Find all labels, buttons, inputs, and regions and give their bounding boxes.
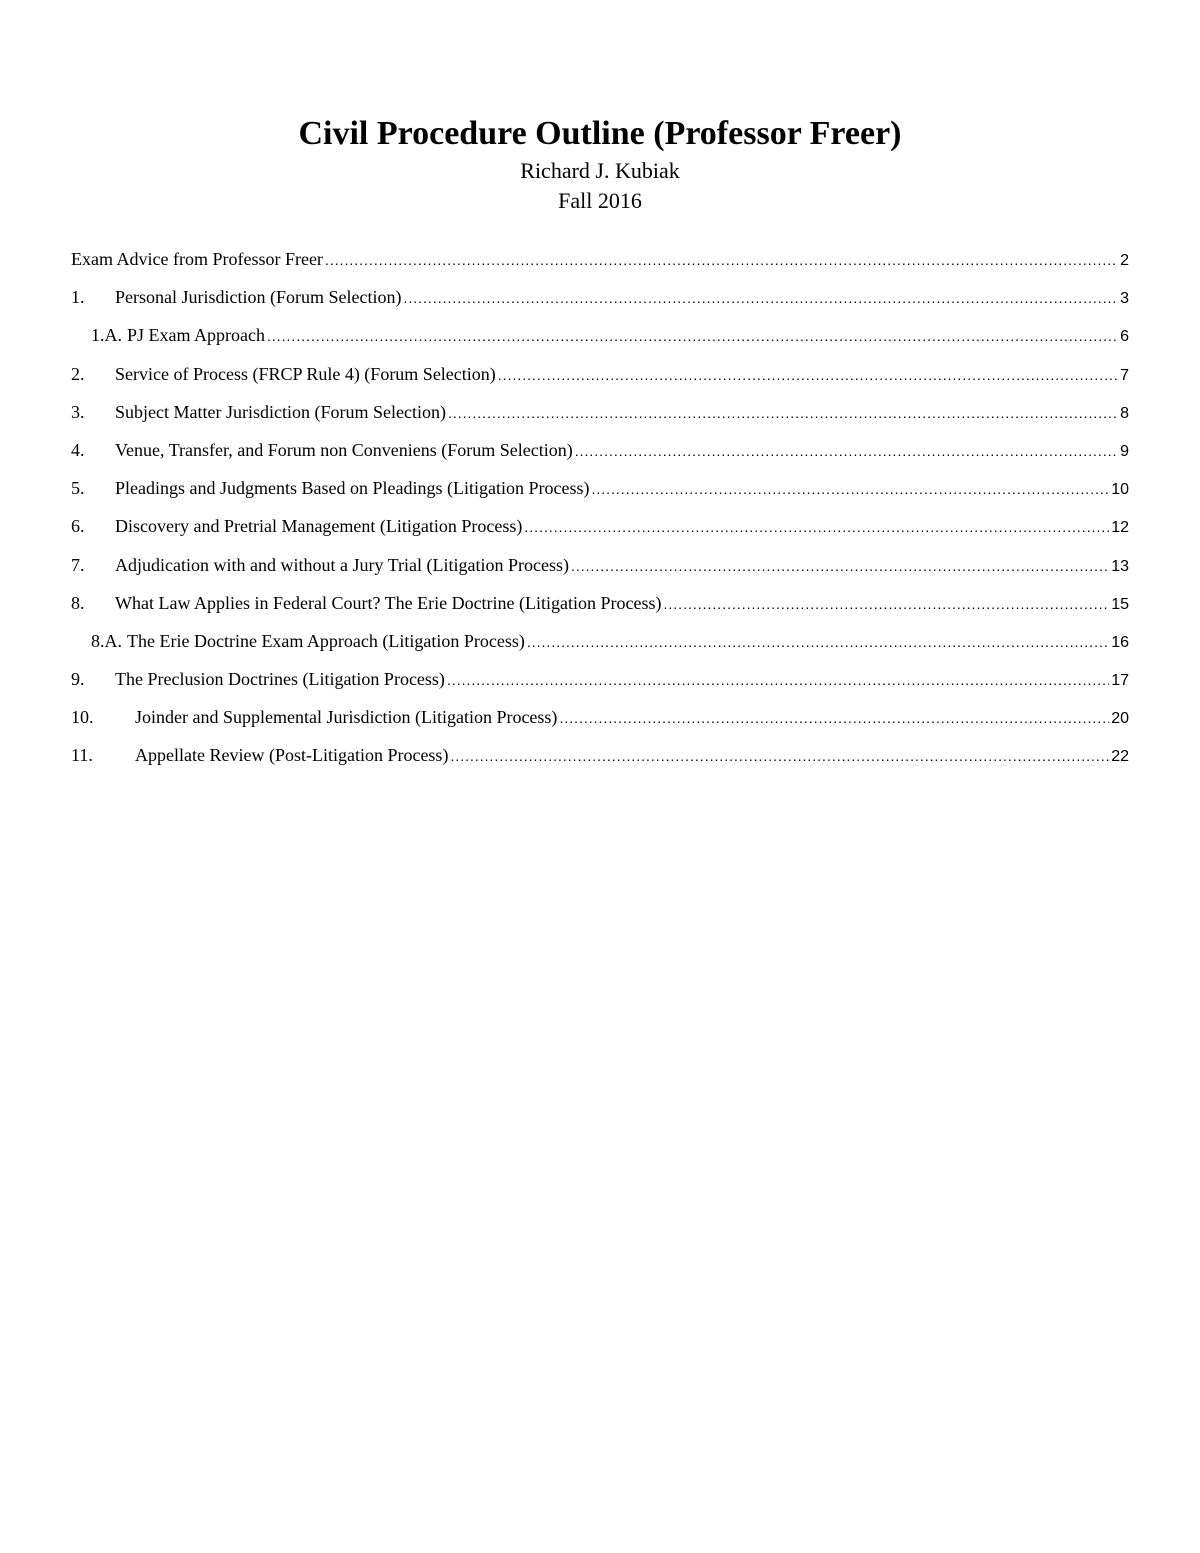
toc-page-number: 20 bbox=[1111, 710, 1129, 728]
toc-entry-preclusion[interactable] bbox=[71, 665, 1129, 703]
toc-entry-adjudication[interactable] bbox=[71, 551, 1129, 589]
toc-entry-pj-exam-approach[interactable] bbox=[71, 321, 1129, 359]
toc-entry-text: Subject Matter Jurisdiction (Forum Selection) bbox=[115, 401, 446, 422]
toc-entry-number: 11. bbox=[71, 745, 93, 766]
table-of-contents bbox=[71, 245, 1129, 780]
toc-entry-appellate-review[interactable] bbox=[71, 741, 1129, 779]
toc-page-number: 15 bbox=[1111, 595, 1129, 613]
toc-leader-dots bbox=[325, 246, 1118, 274]
toc-entry-number: 10. bbox=[71, 707, 94, 728]
toc-leader-dots bbox=[403, 284, 1118, 312]
toc-page-number: 3 bbox=[1120, 290, 1129, 308]
document-title: Civil Procedure Outline (Professor Freer) bbox=[298, 115, 902, 152]
toc-entry-number: 1. bbox=[71, 287, 85, 308]
toc-page-number: 9 bbox=[1120, 442, 1129, 460]
toc-leader-dots bbox=[524, 513, 1109, 541]
document-author: Richard J. Kubiak bbox=[520, 158, 680, 183]
toc-page-number: 17 bbox=[1111, 672, 1129, 690]
toc-entry-text: Personal Jurisdiction (Forum Selection) bbox=[115, 287, 402, 308]
toc-leader-dots bbox=[498, 361, 1118, 389]
toc-entry-venue-transfer[interactable] bbox=[71, 436, 1129, 474]
toc-leader-dots bbox=[267, 322, 1118, 350]
toc-leader-dots bbox=[450, 742, 1109, 770]
toc-page-number: 2 bbox=[1120, 252, 1129, 269]
toc-entry-number: 8. bbox=[71, 592, 85, 613]
toc-page-number: 22 bbox=[1111, 748, 1129, 766]
toc-leader-dots bbox=[591, 475, 1109, 503]
toc-entry-number: 2. bbox=[71, 363, 85, 384]
toc-entry-text: What Law Applies in Federal Court? The Erie Doctrine (Litigation Process) bbox=[115, 592, 662, 613]
toc-entry-text: Appellate Review (Post-Litigation Process) bbox=[135, 745, 449, 766]
toc-entry-subject-matter-jurisdiction[interactable] bbox=[71, 398, 1129, 436]
toc-entry-number: 7. bbox=[71, 554, 85, 575]
toc-entry-text: Venue, Transfer, and Forum non Conveniens (Forum Selection) bbox=[115, 439, 573, 460]
toc-entry-text: Service of Process (FRCP Rule 4) (Forum Selection) bbox=[115, 363, 496, 384]
toc-leader-dots bbox=[448, 399, 1118, 427]
toc-page-number: 10 bbox=[1111, 481, 1129, 499]
toc-page-number: 7 bbox=[1120, 366, 1129, 384]
toc-page-number: 16 bbox=[1111, 633, 1129, 651]
toc-page-number: 13 bbox=[1111, 557, 1129, 575]
toc-entry-number: 8.A. bbox=[91, 630, 122, 651]
document-header bbox=[0, 112, 1200, 216]
toc-entry-number: 5. bbox=[71, 478, 85, 499]
toc-page-number: 12 bbox=[1111, 519, 1129, 537]
toc-entry-erie-exam-approach[interactable] bbox=[71, 627, 1129, 665]
toc-entry-number: 6. bbox=[71, 516, 85, 537]
toc-entry-discovery[interactable] bbox=[71, 512, 1129, 550]
toc-leader-dots bbox=[571, 552, 1109, 580]
toc-entry-text: Joinder and Supplemental Jurisdiction (Litigation Process) bbox=[135, 707, 558, 728]
toc-entry-number: 9. bbox=[71, 669, 85, 690]
toc-entry-text: The Preclusion Doctrines (Litigation Process) bbox=[115, 669, 445, 690]
toc-entry-exam-advice[interactable] bbox=[71, 245, 1129, 283]
toc-page-number: 8 bbox=[1120, 404, 1129, 422]
toc-entry-personal-jurisdiction[interactable] bbox=[71, 283, 1129, 321]
toc-entry-text: Adjudication with and without a Jury Trial (Litigation Process) bbox=[115, 554, 569, 575]
toc-entry-text: Exam Advice from Professor Freer bbox=[71, 249, 323, 269]
toc-leader-dots bbox=[575, 437, 1118, 465]
toc-leader-dots bbox=[559, 704, 1109, 732]
toc-entry-text: Pleadings and Judgments Based on Pleadings (Litigation Process) bbox=[115, 478, 590, 499]
toc-entry-erie-doctrine[interactable] bbox=[71, 589, 1129, 627]
toc-leader-dots bbox=[664, 590, 1110, 618]
toc-entry-service-of-process[interactable] bbox=[71, 360, 1129, 398]
toc-entry-pleadings[interactable] bbox=[71, 474, 1129, 512]
toc-entry-number: 1.A. bbox=[91, 325, 122, 346]
toc-entry-text: The Erie Doctrine Exam Approach (Litigation Process) bbox=[127, 630, 525, 651]
toc-page-number: 6 bbox=[1120, 328, 1129, 346]
toc-leader-dots bbox=[447, 666, 1109, 694]
toc-entry-number: 3. bbox=[71, 401, 85, 422]
toc-entry-text: PJ Exam Approach bbox=[127, 325, 265, 346]
document-term: Fall 2016 bbox=[558, 188, 642, 213]
toc-entry-number: 4. bbox=[71, 439, 85, 460]
toc-entry-text: Discovery and Pretrial Management (Litigation Process) bbox=[115, 516, 523, 537]
toc-entry-joinder[interactable] bbox=[71, 703, 1129, 741]
toc-leader-dots bbox=[527, 628, 1109, 656]
